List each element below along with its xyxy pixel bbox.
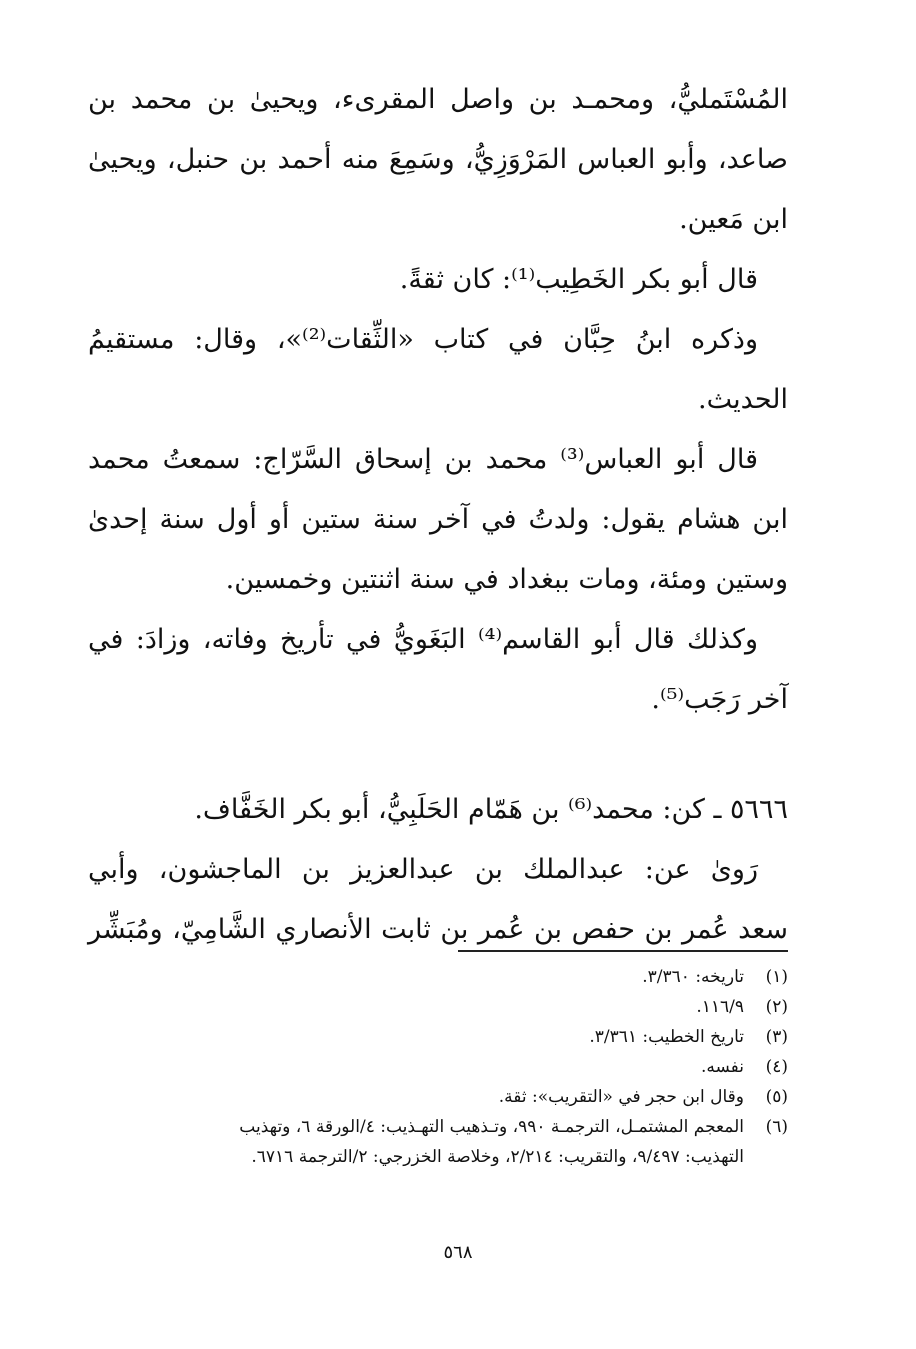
footnote-text: وقال ابن حجر في «التقريب»: ثقة. (498, 1087, 744, 1107)
footnote-text: نفسه. (700, 1057, 744, 1077)
footnote-number: (١) (765, 967, 788, 987)
text-line-6: الحديث. (698, 384, 788, 415)
text-line-12: رَوىٰ عن: عبدالملك بن عبدالعزيز بن الماجشون، وأبي (88, 854, 758, 885)
footnote-separator (458, 950, 788, 952)
text-line-4: قال أبو بكر الخَطِيب⁽¹⁾: كان ثقةً. (399, 264, 758, 295)
footnote-number: (٢) (765, 997, 788, 1017)
footnote-6-continuation: التهذيب: ٩/٤٩٧، والتقريب: ٢/٢١٤، وخلاصة الخزرجي: ٢/الترجمة ٦٧١٦. (251, 1147, 744, 1167)
text-line-11: آخر رَجَب⁽⁵⁾. (651, 684, 788, 715)
text-line-9: وستين ومئة، ومات ببغداد في سنة اثنتين وخمسين. (225, 564, 788, 595)
footnote-number: (٣) (765, 1027, 788, 1047)
text-line-10: وكذلك قال أبو القاسم⁽⁴⁾ البَغَويُّ في تأريخ وفاته، وزادَ: في (88, 624, 758, 655)
main-text (88, 70, 788, 960)
footnote-5 (128, 1082, 788, 1112)
text-line-1: المُسْتَمليُّ، ومحمـد بن واصل المقرىء، ويحيىٰ بن محمد بن (88, 84, 788, 115)
footnote-number: (٦) (765, 1117, 788, 1137)
footnote-number: (٤) (765, 1057, 788, 1077)
footnote-2 (128, 992, 788, 1022)
footnote-text: ١١٦/٩. (696, 997, 744, 1017)
footnote-3 (128, 1022, 788, 1052)
page-number: ٥٦٨ (443, 1242, 473, 1263)
text-line-13: سعد عُمر بن حفص بن عُمر بن ثابت الأنصاري الشَّامِيّ، ومُبَشِّر (88, 914, 788, 945)
text-line-7: قال أبو العباس⁽³⁾ محمد بن إسحاق السَّرّاج: سمعتُ محمد (88, 444, 758, 475)
footnote-number: (٥) (765, 1087, 788, 1107)
footnotes (128, 962, 788, 1172)
footnote-text: المعجم المشتمـل، الترجمـة ٩٩٠، وتـذهيب التهـذيب: ٤/الورقة ٦، وتهذيب (239, 1117, 744, 1137)
text-line-2: صاعد، وأبو العباس المَرْوَزِيُّ، وسَمِعَ منه أحمد بن حنبل، ويحيىٰ (88, 144, 788, 175)
footnote-6 (128, 1112, 788, 1142)
text-line-8: ابن هشام يقول: ولدتُ في آخر سنة ستين أو أول سنة إحدىٰ (88, 504, 788, 535)
footnote-1 (128, 962, 788, 992)
footnote-text: تاريخه: ٣/٣٦٠. (642, 967, 744, 987)
entry-gap (88, 730, 788, 780)
text-line-3: ابن مَعين. (679, 204, 788, 235)
entry-heading: ٥٦٦٦ ـ كن: محمد⁽⁶⁾ بن هَمّام الحَلَبِيُّ، أبو بكر الخَفَّاف. (194, 794, 788, 825)
text-line-5: وذكره ابنُ حِبَّان في كتاب «الثِّقات⁽²⁾»، وقال: مستقيمُ (88, 324, 758, 355)
footnote-4 (128, 1052, 788, 1082)
footnote-text: تاريخ الخطيب: ٣/٣٦١. (589, 1027, 744, 1047)
